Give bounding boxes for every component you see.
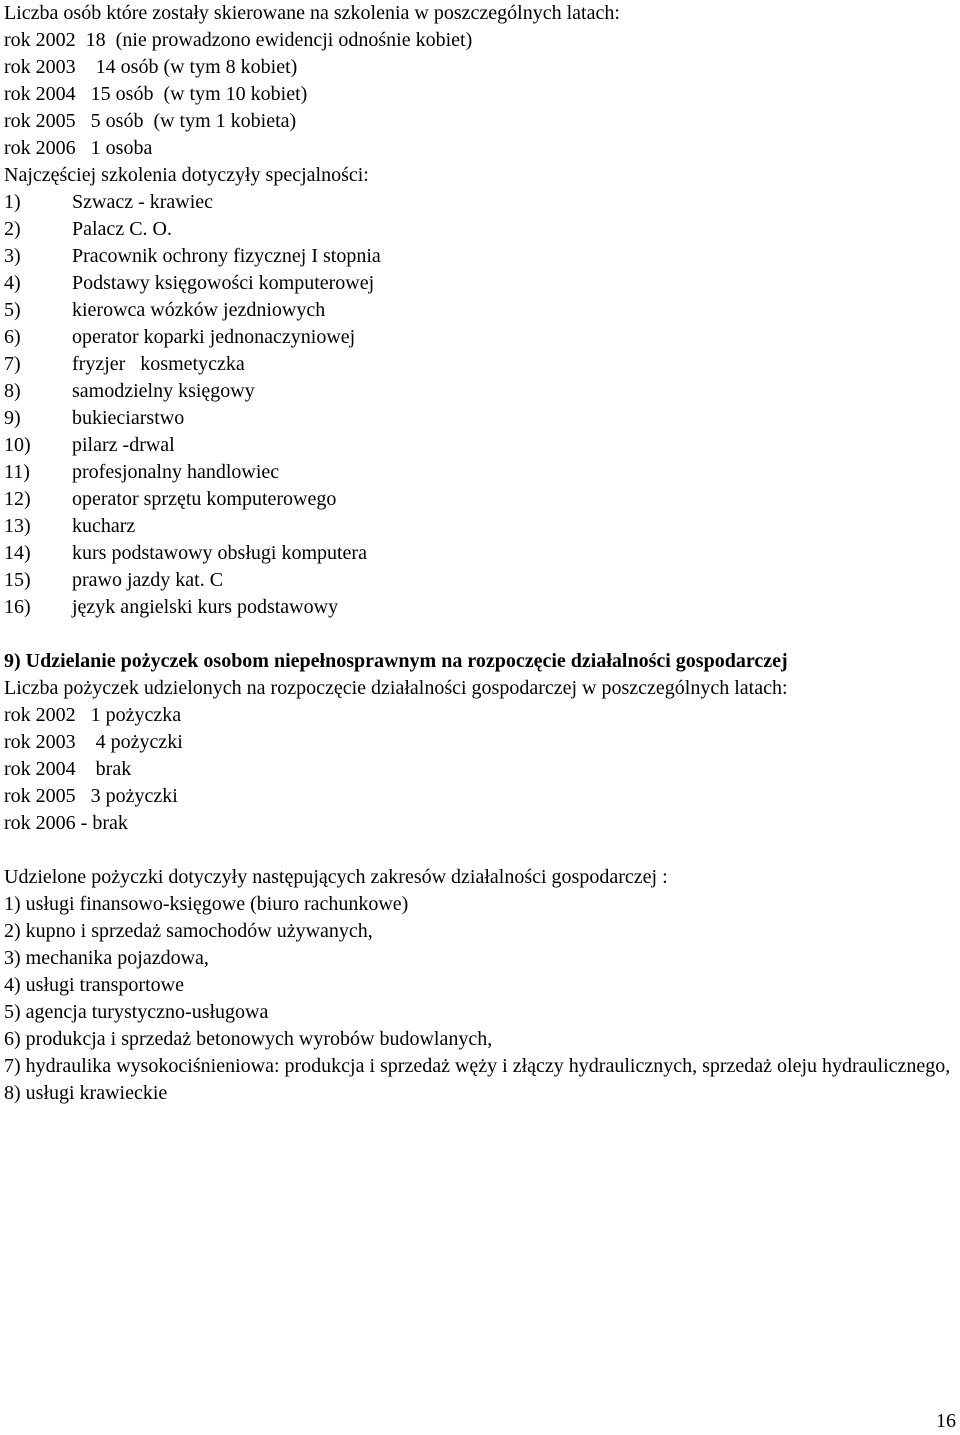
list-item-number: 8) (4, 380, 21, 402)
list-item (4, 351, 956, 378)
list-item: 3) mechanika pojazdowa, (4, 947, 209, 969)
loans-year-2002: rok 2002 1 pożyczka (4, 704, 182, 726)
list-item-text: operator sprzętu komputerowego (72, 488, 337, 510)
list-item: 2) kupno i sprzedaż samochodów używanych, (4, 920, 373, 942)
list-item-text: profesjonalny handlowiec (72, 461, 280, 483)
list-item: 1) usługi finansowo-księgowe (biuro rachunkowe) (4, 893, 409, 915)
list-item-text: kurs podstawowy obsługi komputera (72, 542, 367, 564)
list-item (4, 486, 956, 513)
ranges-intro: Udzielone pożyczki dotyczyły następujących zakresów działalności gospodarczej : (4, 866, 668, 888)
list-item: 4) usługi transportowe (4, 974, 184, 996)
list-item (4, 540, 956, 567)
list-item-number: 3) (4, 245, 21, 267)
specialties-list (4, 189, 956, 621)
list-item (4, 594, 956, 621)
list-item-text: fryzjer kosmetyczka (72, 353, 245, 375)
list-item-number: 9) (4, 407, 21, 429)
list-item-text: kucharz (72, 515, 136, 537)
list-item-number: 6) (4, 326, 21, 348)
list-item-text: prawo jazdy kat. C (72, 569, 224, 591)
training-year-2005: rok 2005 5 osób (w tym 1 kobieta) (4, 110, 297, 132)
list-item-text: operator koparki jednonaczyniowej (72, 326, 356, 348)
loans-intro: Liczba pożyczek udzielonych na rozpoczęcie działalności gospodarczej w poszczególnych latach: (4, 677, 788, 699)
list-item: 8) usługi krawieckie (4, 1082, 168, 1104)
loans-year-2003: rok 2003 4 pożyczki (4, 731, 183, 753)
list-item (4, 270, 956, 297)
list-item (4, 432, 956, 459)
spacer (4, 621, 956, 648)
list-item-text: Palacz C. O. (72, 218, 172, 240)
list-item (4, 324, 956, 351)
list-item-number: 11) (4, 461, 30, 483)
list-item-text: samodzielny księgowy (72, 380, 255, 402)
loans-year-2006: rok 2006 - brak (4, 812, 128, 834)
training-year-2006: rok 2006 1 osoba (4, 137, 153, 159)
list-item (4, 378, 956, 405)
ranges-list (4, 891, 956, 1107)
list-item (4, 459, 956, 486)
list-item-number: 5) (4, 299, 21, 321)
document-page (4, 0, 956, 1107)
list-item: 7) hydraulika wysokociśnieniowa: produkcja i sprzedaż węży i złączy hydraulicznych, sprzedaż oleju hydraulicznego, (4, 1055, 951, 1077)
list-item-number: 1) (4, 191, 21, 213)
list-item-number: 2) (4, 218, 21, 240)
list-item-number: 13) (4, 515, 31, 537)
training-intro: Liczba osób które zostały skierowane na szkolenia w poszczególnych latach: (4, 2, 620, 24)
loans-year-2004: rok 2004 brak (4, 758, 132, 780)
list-item-text: język angielski kurs podstawowy (72, 596, 339, 618)
list-item (4, 405, 956, 432)
specialties-intro: Najczęściej szkolenia dotyczyły specjalności: (4, 164, 369, 186)
list-item-number: 14) (4, 542, 31, 564)
list-item-number: 12) (4, 488, 31, 510)
list-item: 5) agencja turystyczno-usługowa (4, 1001, 269, 1023)
loans-heading: 9) Udzielanie pożyczek osobom niepełnosprawnym na rozpoczęcie działalności gospodarczej (4, 650, 788, 672)
loans-year-2005: rok 2005 3 pożyczki (4, 785, 178, 807)
list-item-number: 7) (4, 353, 21, 375)
training-year-2004: rok 2004 15 osób (w tym 10 kobiet) (4, 83, 308, 105)
list-item (4, 189, 956, 216)
list-item-text: pilarz -drwal (72, 434, 175, 456)
page-number: 16 (936, 1410, 956, 1432)
list-item (4, 513, 956, 540)
list-item (4, 567, 956, 594)
list-item-number: 10) (4, 434, 31, 456)
list-item-number: 15) (4, 569, 31, 591)
training-year-2002: rok 2002 18 (nie prowadzono ewidencji odnośnie kobiet) (4, 29, 473, 51)
list-item (4, 297, 956, 324)
list-item: 6) produkcja i sprzedaż betonowych wyrobów budowlanych, (4, 1028, 493, 1050)
list-item-text: Pracownik ochrony fizycznej I stopnia (72, 245, 381, 267)
list-item-number: 4) (4, 272, 21, 294)
list-item-number: 16) (4, 596, 31, 618)
list-item (4, 243, 956, 270)
list-item-text: bukieciarstwo (72, 407, 185, 429)
list-item-text: kierowca wózków jezdniowych (72, 299, 326, 321)
training-year-2003: rok 2003 14 osób (w tym 8 kobiet) (4, 56, 298, 78)
list-item (4, 216, 956, 243)
list-item-text: Podstawy księgowości komputerowej (72, 272, 375, 294)
list-item-text: Szwacz - krawiec (72, 191, 214, 213)
spacer (4, 837, 956, 864)
